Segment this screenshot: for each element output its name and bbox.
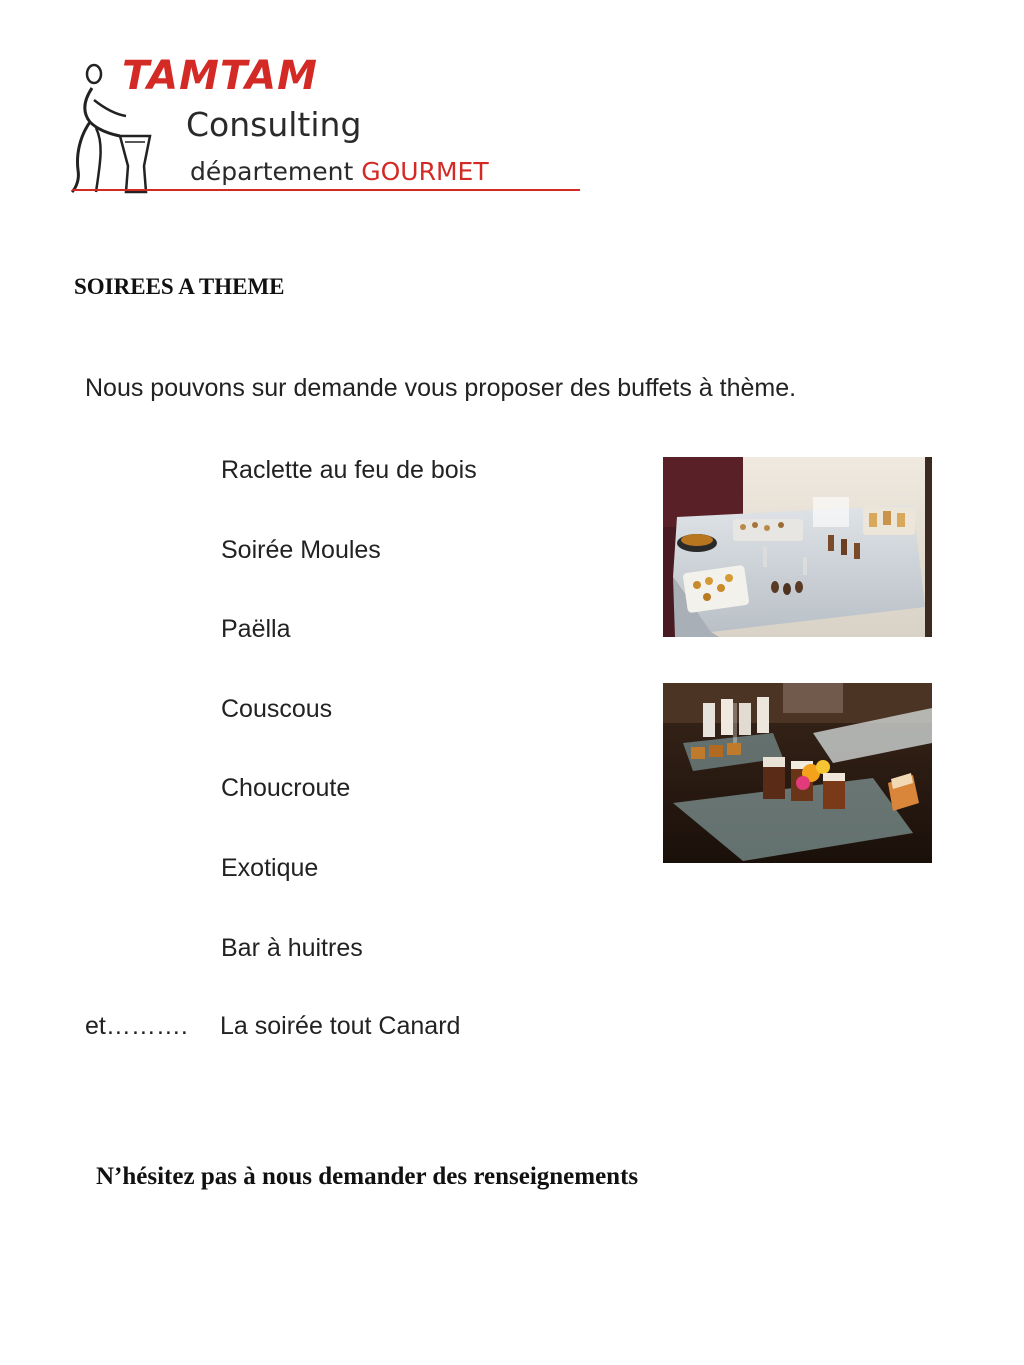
footer-note: N’hésitez pas à nous demander des renseignements <box>96 1163 639 1190</box>
theme-item-raclette: Raclette au feu de bois <box>221 456 477 484</box>
theme-item-moules: Soirée Moules <box>221 535 381 564</box>
theme-item-exotique: Exotique <box>221 853 319 882</box>
logo-brand-name: TAMTAM <box>122 53 318 99</box>
dessert-display-photo <box>663 683 932 863</box>
closing-prefix: et………. <box>85 1012 188 1040</box>
theme-item-bar-huitres: Bar à huitres <box>221 933 363 962</box>
logo-subtitle: Consulting <box>186 105 362 144</box>
section-title: SOIREES A THEME <box>74 274 285 299</box>
theme-item-paella: Paëlla <box>221 615 291 644</box>
theme-item-choucroute: Choucroute <box>221 774 351 803</box>
logo-department-prefix: département <box>190 157 354 186</box>
theme-item-canard: La soirée tout Canard <box>220 1012 461 1040</box>
logo-underline <box>72 189 580 191</box>
company-logo <box>70 55 585 200</box>
logo-department <box>190 157 489 186</box>
theme-item-couscous: Couscous <box>221 694 333 723</box>
theme-list <box>221 455 477 1012</box>
intro-text: Nous pouvons sur demande vous proposer des buffets à thème. <box>85 374 797 402</box>
buffet-table-photo <box>663 457 932 637</box>
logo-department-name: GOURMET <box>361 157 489 186</box>
